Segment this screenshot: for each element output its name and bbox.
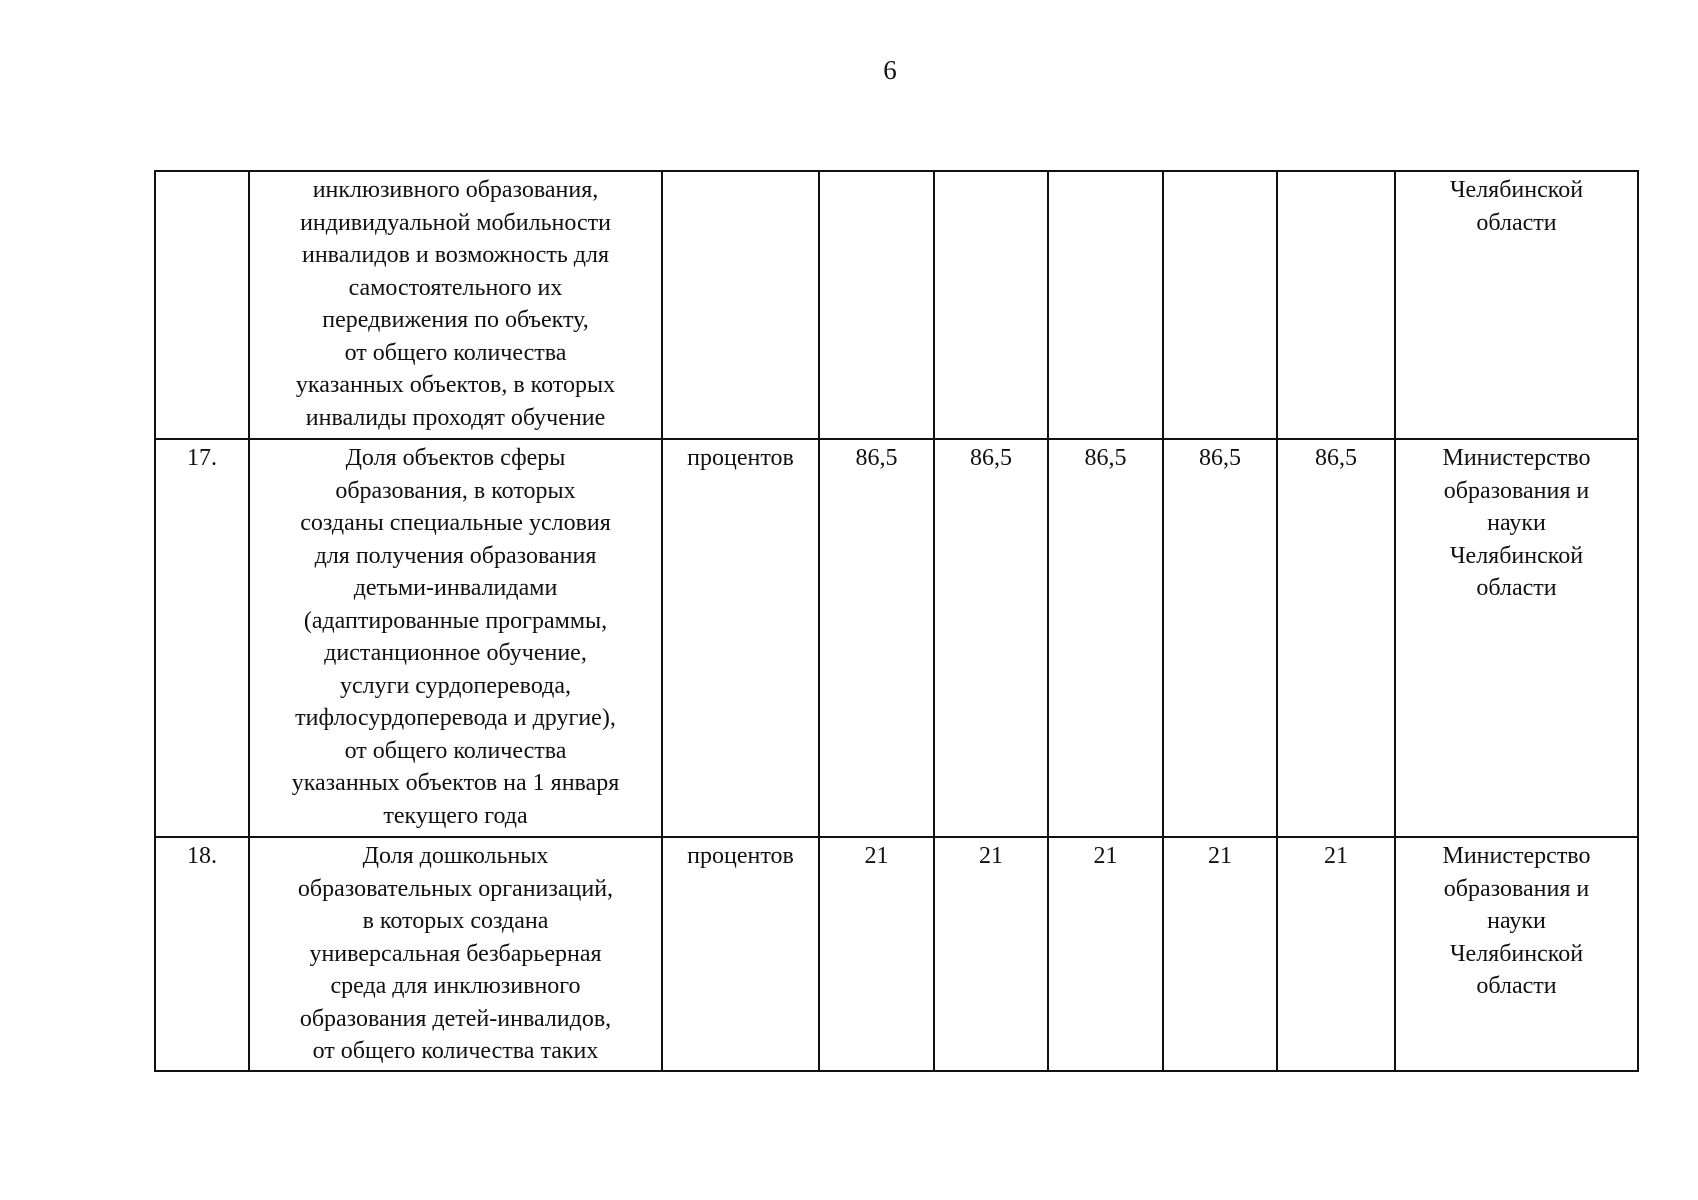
indicator-description: Доля объектов сферы образования, в которых созданы специальные условия для получения образования детьми-инвалидами (адаптированные программы, дистанционное обучение, услуги сурдоперевода, тифлосурдоперевода и другие), от общего количества указанных объектов на 1 января текущего года [249,439,662,837]
indicator-description: инклюзивного образования, индивидуальной мобильности инвалидов и возможность для самостоятельного их передвижения по объекту, от общего количества указанных объектов, в которых инвалиды проходят обучение [249,171,662,439]
responsible-cell: Министерство образования и науки Челябинской области [1395,439,1638,837]
unit-cell: процентов [662,439,819,837]
row-number: 17. [155,439,249,837]
value-cell: 21 [934,837,1048,1071]
value-cell: 21 [819,837,934,1071]
value-cell: 86,5 [1048,439,1163,837]
value-cell [1048,171,1163,439]
value-cell [819,171,934,439]
value-cell [1277,171,1395,439]
table-row [155,171,1638,439]
value-cell: 86,5 [819,439,934,837]
row-number: 18. [155,837,249,1071]
value-cell [1163,171,1277,439]
value-cell: 86,5 [934,439,1048,837]
responsible-cell: Челябинской области [1395,171,1638,439]
value-cell: 86,5 [1277,439,1395,837]
unit-cell: процентов [662,837,819,1071]
indicator-description: Доля дошкольных образовательных организаций, в которых создана универсальная безбарьерная среда для инклюзивного образования детей-инвалидов, от общего количества таких [249,837,662,1071]
row-number [155,171,249,439]
unit-cell [662,171,819,439]
table-row [155,837,1638,1071]
table-row [155,439,1638,837]
value-cell: 21 [1048,837,1163,1071]
page-number: 6 [883,55,897,85]
value-cell: 86,5 [1163,439,1277,837]
responsible-cell: Министерство образования и науки Челябинской области [1395,837,1638,1071]
value-cell: 21 [1277,837,1395,1071]
indicators-table [154,170,1639,1072]
value-cell: 21 [1163,837,1277,1071]
value-cell [934,171,1048,439]
